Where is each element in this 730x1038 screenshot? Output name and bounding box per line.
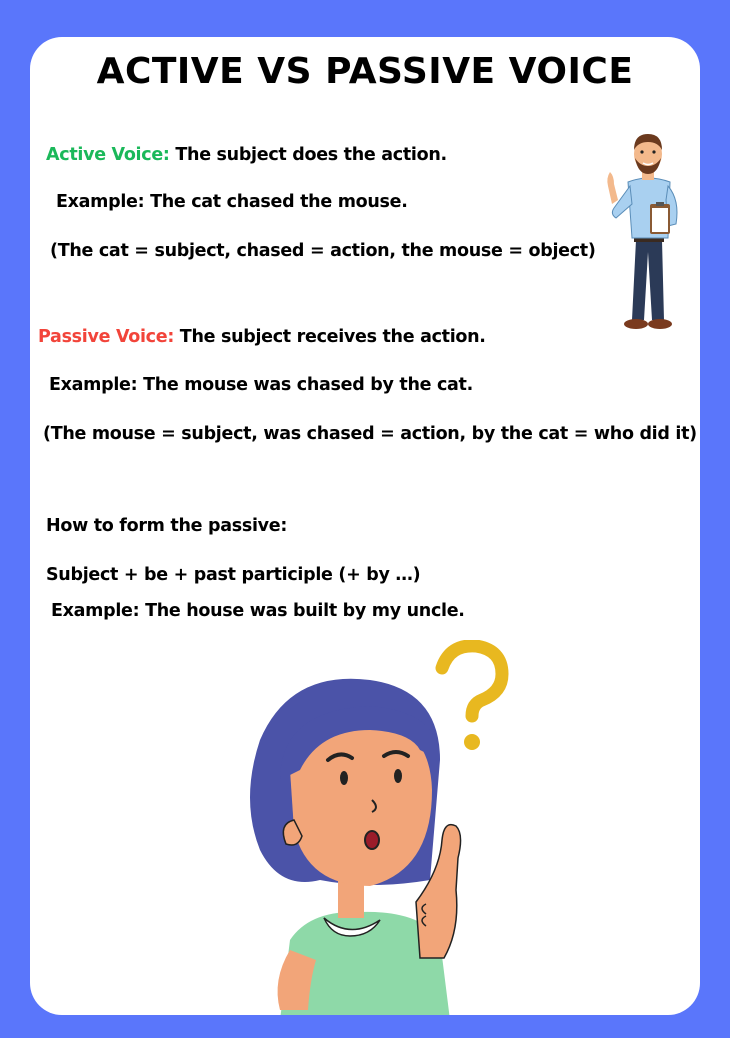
passive-voice-example: Example: The mouse was chased by the cat. — [49, 375, 473, 395]
active-voice-definition — [46, 145, 447, 165]
worksheet-card — [30, 37, 700, 1015]
teacher-illustration — [598, 130, 698, 340]
active-voice-example: Example: The cat chased the mouse. — [56, 192, 408, 212]
passive-voice-definition — [38, 327, 486, 347]
formation-example: Example: The house was built by my uncle. — [51, 601, 465, 621]
active-voice-label: Active Voice: — [46, 145, 170, 165]
question-mark-icon — [442, 646, 502, 750]
page-title: ACTIVE VS PASSIVE VOICE — [96, 51, 634, 92]
formation-heading: How to form the passive: — [46, 516, 288, 536]
active-voice-text: The subject does the action. — [169, 145, 447, 165]
passive-voice-text: The subject receives the action. — [174, 327, 486, 347]
passive-voice-explanation: (The mouse = subject, was chased = action, by the cat = who did it) — [43, 424, 697, 444]
passive-voice-label: Passive Voice: — [38, 327, 175, 347]
active-voice-explanation: (The cat = subject, chased = action, the mouse = object) — [50, 241, 596, 261]
formation-formula: Subject + be + past participle (+ by …) — [46, 565, 421, 585]
girl-thinking-illustration — [220, 640, 520, 1015]
